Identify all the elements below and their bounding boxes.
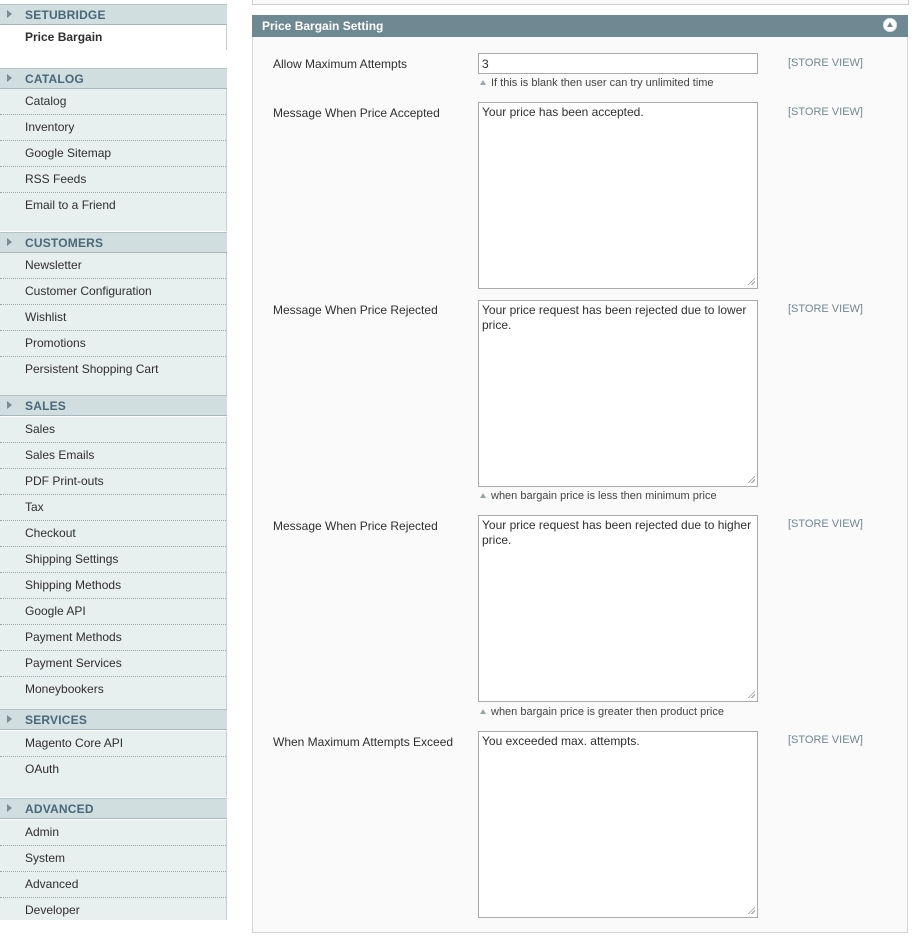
expand-arrow-icon [7, 10, 12, 18]
expand-arrow-icon [7, 715, 12, 723]
field-label-max-attempts: Allow Maximum Attempts [273, 57, 408, 71]
sidebar-item-customer-configuration[interactable]: Customer Configuration [0, 279, 226, 305]
section-title: ADVANCED [25, 802, 94, 816]
section-services-header[interactable] [0, 709, 227, 730]
section-catalog-header[interactable] [0, 68, 227, 89]
sidebar-item-sales-emails[interactable]: Sales Emails [0, 443, 226, 469]
expand-arrow-icon [7, 804, 12, 812]
sidebar-item-google-sitemap[interactable]: Google Sitemap [0, 141, 226, 167]
note-text: If this is blank then user can try unlimited time [491, 77, 714, 89]
section-setubridge-header[interactable] [0, 4, 227, 25]
note-text: when bargain price is greater then product price [491, 706, 724, 718]
section-customers-header[interactable] [0, 232, 227, 253]
sidebar-item-magento-core-api[interactable]: Magento Core API [0, 731, 226, 757]
field-label-price-accepted: Message When Price Accepted [273, 106, 440, 120]
sidebar-item-catalog[interactable]: Catalog [0, 89, 226, 115]
note-arrow-icon [480, 709, 486, 714]
sidebar-item-price-bargain[interactable]: Price Bargain [0, 25, 226, 50]
sidebar-item-admin[interactable]: Admin [0, 820, 226, 846]
section-sales-list [0, 417, 227, 709]
sidebar-item-persistent-shopping-cart[interactable]: Persistent Shopping Cart [25, 362, 159, 376]
collapse-icon[interactable] [883, 18, 897, 32]
sidebar-item-wishlist[interactable]: Wishlist [0, 305, 226, 331]
sidebar-item-advanced[interactable]: Advanced [0, 872, 226, 898]
scope-label: [STORE VIEW] [788, 518, 863, 530]
fieldset-title: Price Bargain Setting [262, 19, 384, 33]
config-sidebar [0, 0, 227, 938]
note-text: when bargain price is less then minimum price [491, 490, 717, 502]
price-rejected-higher-textarea[interactable] [478, 515, 758, 702]
resize-grip-icon[interactable] [747, 475, 755, 483]
fieldset-header[interactable] [252, 15, 908, 38]
sidebar-item-moneybookers[interactable]: Moneybookers [25, 682, 104, 696]
sidebar-item-newsletter[interactable]: Newsletter [0, 253, 226, 279]
scope-label: [STORE VIEW] [788, 303, 863, 315]
field-label-max-attempts-exceed: When Maximum Attempts Exceed [273, 735, 454, 749]
note-arrow-icon [480, 80, 486, 85]
sidebar-item-pdf-print-outs[interactable]: PDF Print-outs [0, 469, 226, 495]
price-accepted-textarea[interactable] [478, 102, 758, 289]
section-title: SETUBRIDGE [25, 8, 106, 22]
sidebar-item-shipping-settings[interactable]: Shipping Settings [0, 547, 226, 573]
section-title: CATALOG [25, 72, 84, 86]
sidebar-item-google-api[interactable]: Google API [0, 599, 226, 625]
max-attempts-exceed-textarea[interactable] [478, 731, 758, 918]
sidebar-item-checkout[interactable]: Checkout [0, 521, 226, 547]
expand-arrow-icon [7, 401, 12, 409]
scope-label: [STORE VIEW] [788, 57, 863, 69]
previous-fieldset-bottom [252, 0, 909, 5]
sidebar-item-tax[interactable]: Tax [0, 495, 226, 521]
scope-label: [STORE VIEW] [788, 734, 863, 746]
sidebar-item-developer[interactable]: Developer [25, 903, 80, 917]
resize-grip-icon[interactable] [747, 690, 755, 698]
section-advanced-header[interactable] [0, 798, 227, 819]
sidebar-item-shipping-methods[interactable]: Shipping Methods [0, 573, 226, 599]
sidebar-item-promotions[interactable]: Promotions [0, 331, 226, 357]
sidebar-item-inventory[interactable]: Inventory [0, 115, 226, 141]
section-services-list [0, 731, 227, 797]
section-customers-list [0, 253, 227, 395]
sidebar-item-payment-methods[interactable]: Payment Methods [0, 625, 226, 651]
expand-arrow-icon [7, 238, 12, 246]
sidebar-item-oauth[interactable]: OAuth [25, 762, 60, 776]
section-title: CUSTOMERS [25, 236, 104, 250]
scope-label: [STORE VIEW] [788, 106, 863, 118]
section-title: SALES [25, 399, 67, 413]
section-advanced-list [0, 820, 227, 920]
max-attempts-input[interactable] [478, 53, 758, 74]
field-label-price-rejected-lower: Message When Price Rejected [273, 303, 438, 317]
section-catalog-list [0, 89, 227, 231]
section-title: SERVICES [25, 713, 88, 727]
resize-grip-icon[interactable] [747, 277, 755, 285]
sidebar-item-system[interactable]: System [0, 846, 226, 872]
sidebar-item-rss-feeds[interactable]: RSS Feeds [0, 167, 226, 193]
sidebar-item-email-to-a-friend[interactable]: Email to a Friend [25, 198, 116, 212]
sidebar-item-payment-services[interactable]: Payment Services [0, 651, 226, 677]
resize-grip-icon[interactable] [747, 906, 755, 914]
note-arrow-icon [480, 493, 486, 498]
price-rejected-lower-textarea[interactable] [478, 300, 758, 487]
section-sales-header[interactable] [0, 395, 227, 416]
field-note [480, 706, 724, 718]
sidebar-item-sales[interactable]: Sales [0, 417, 226, 443]
expand-arrow-icon [7, 74, 12, 82]
section-setubridge-list [0, 25, 227, 50]
field-note [480, 77, 714, 89]
field-note [480, 490, 717, 502]
field-label-price-rejected-higher: Message When Price Rejected [273, 519, 438, 533]
